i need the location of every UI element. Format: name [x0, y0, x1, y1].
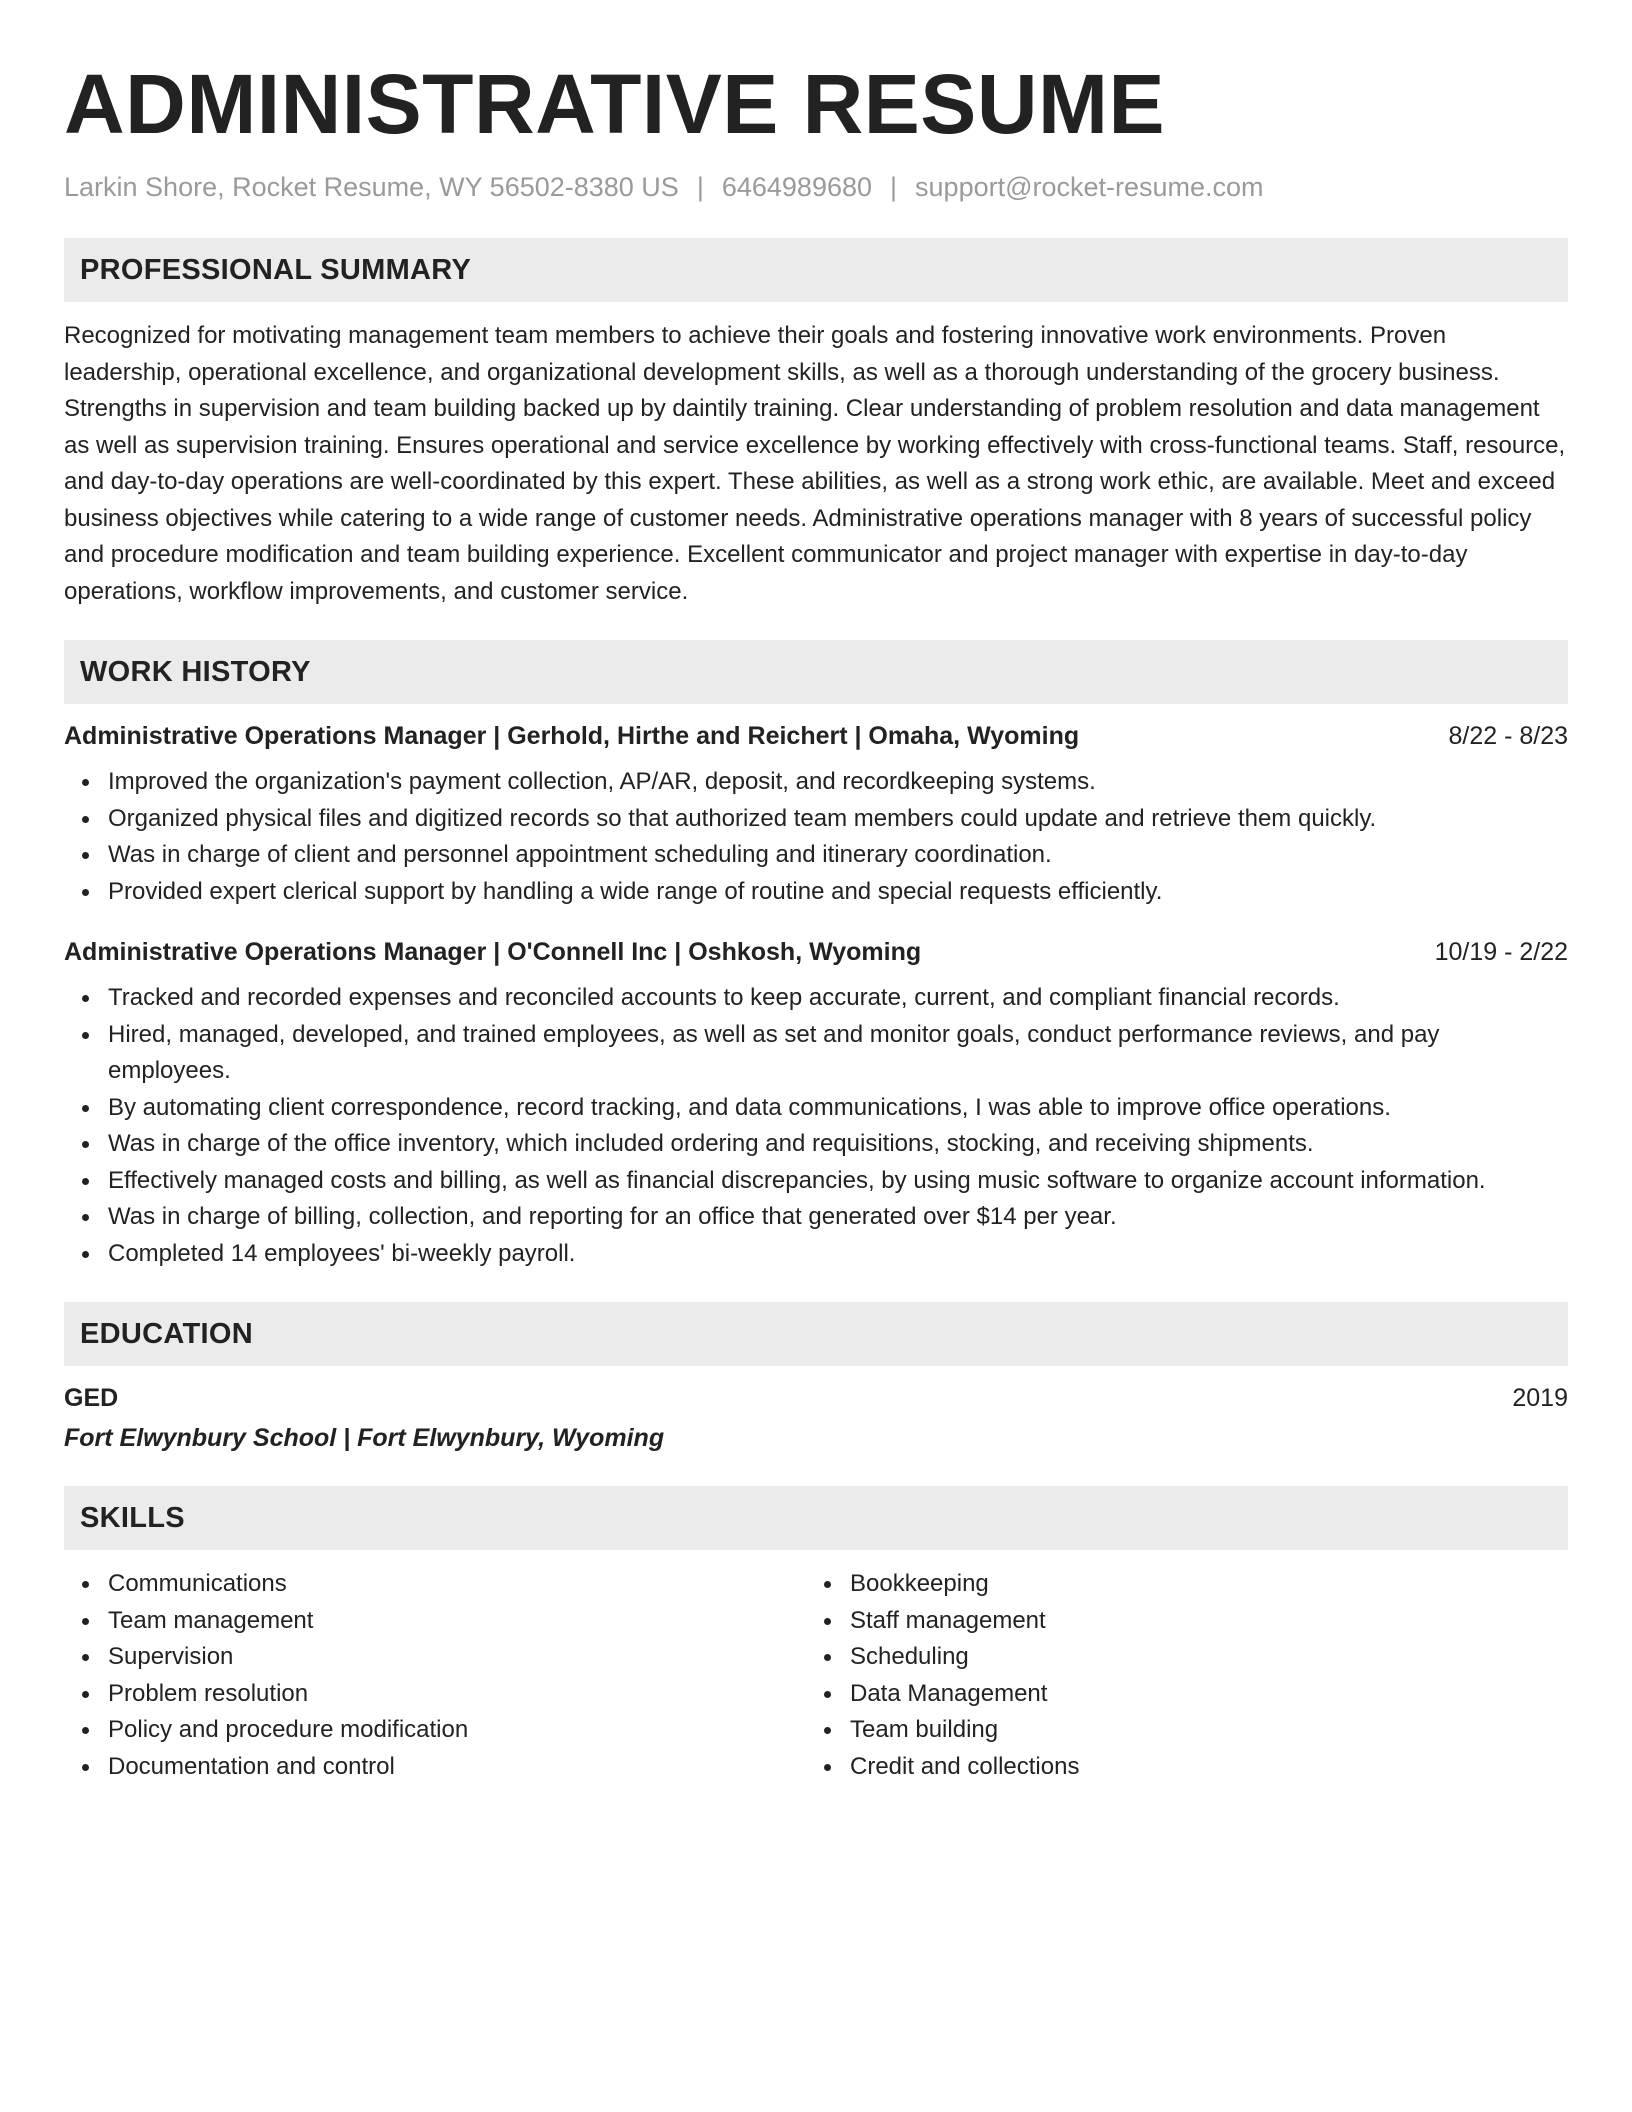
contact-phone: 6464989680 [721, 172, 873, 202]
skill-item: Problem resolution [108, 1676, 806, 1713]
job-bullet: Improved the organization's payment collection, AP/AR, deposit, and recordkeeping systems. [108, 764, 1568, 801]
job-dates: 10/19 - 2/22 [1434, 938, 1568, 966]
section-header-summary: PROFESSIONAL SUMMARY [64, 238, 1568, 302]
contact-line [64, 170, 1568, 204]
job-bullet: Provided expert clerical support by handling a wide range of routine and special requests efficiently. [108, 874, 1568, 911]
job-bullets [64, 980, 1568, 1272]
job-bullet: Tracked and recorded expenses and reconciled accounts to keep accurate, current, and compliant financial records. [108, 980, 1568, 1017]
education-entry [64, 1380, 1568, 1456]
skill-item: Policy and procedure modification [108, 1712, 806, 1749]
skills-grid [64, 1566, 1568, 1785]
skills-column-left [64, 1566, 806, 1785]
job-title: Administrative Operations Manager | O'Connell Inc | Oshkosh, Wyoming [64, 938, 922, 966]
contact-separator: | [696, 172, 704, 202]
skill-item: Supervision [108, 1639, 806, 1676]
contact-separator: | [890, 172, 898, 202]
section-header-education: EDUCATION [64, 1302, 1568, 1366]
section-header-work-history: WORK HISTORY [64, 640, 1568, 704]
skill-item: Staff management [850, 1603, 1548, 1640]
education-year: 2019 [1512, 1384, 1568, 1412]
skill-item: Documentation and control [108, 1749, 806, 1786]
job-dates: 8/22 - 8/23 [1448, 722, 1568, 750]
job-bullet: Hired, managed, developed, and trained employees, as well as set and monitor goals, conduct performance reviews, and pay employees. [108, 1017, 1568, 1090]
skill-item: Credit and collections [850, 1749, 1548, 1786]
job-entry [64, 934, 1568, 1272]
job-bullet: Organized physical files and digitized records so that authorized team members could update and retrieve them quickly. [108, 801, 1568, 838]
education-school: Fort Elwynbury School | Fort Elwynbury, Wyoming [64, 1424, 665, 1452]
skill-item: Scheduling [850, 1639, 1548, 1676]
job-title: Administrative Operations Manager | Gerhold, Hirthe and Reichert | Omaha, Wyoming [64, 722, 1080, 750]
skill-item: Bookkeeping [850, 1566, 1548, 1603]
skills-list [64, 1566, 806, 1785]
contact-address: Larkin Shore, Rocket Resume, WY 56502-8380 US [64, 172, 679, 202]
skills-column-right [806, 1566, 1548, 1785]
education-header [64, 1380, 1568, 1416]
job-bullet: Was in charge of billing, collection, and reporting for an office that generated over $14 per year. [108, 1199, 1568, 1236]
resume-title: ADMINISTRATIVE RESUME [64, 57, 1165, 151]
job-bullets [64, 764, 1568, 910]
job-bullet: Was in charge of client and personnel appointment scheduling and itinerary coordination. [108, 837, 1568, 874]
job-bullet: Was in charge of the office inventory, which included ordering and requisitions, stocking, and receiving shipments. [108, 1126, 1568, 1163]
skill-item: Team management [108, 1603, 806, 1640]
skill-item: Team building [850, 1712, 1548, 1749]
skill-item: Data Management [850, 1676, 1548, 1713]
education-degree: GED [64, 1384, 119, 1412]
contact-email: support@rocket-resume.com [915, 172, 1264, 202]
job-bullet: By automating client correspondence, record tracking, and data communications, I was able to improve office operations. [108, 1090, 1568, 1127]
job-header [64, 718, 1568, 754]
skills-list [806, 1566, 1548, 1785]
summary-text: Recognized for motivating management team members to achieve their goals and fostering innovative work environments. Proven leadership, operational excellence, and organizational development skills, as well as a thorough understanding of the grocery business. Strengths in supervision and team building backed up by daintily training. Clear understanding of problem resolution and data management as well as supervision training. Ensures operational and service excellence by working effectively with cross-functional teams. Staff, resource, and day-to-day operations are well-coordinated by this expert. These abilities, as well as a strong work ethic, are available. Meet and exceed business objectives while catering to a wide range of customer needs. Administrative operations manager with 8 years of successful policy and procedure modification and team building experience. Excellent communicator and project manager with expertise in day-to-day operations, workflow improvements, and customer service. [64, 322, 1566, 605]
section-header-skills: SKILLS [64, 1486, 1568, 1550]
job-entry [64, 718, 1568, 910]
skill-item: Communications [108, 1566, 806, 1603]
job-bullet: Effectively managed costs and billing, as well as financial discrepancies, by using music software to organize account information. [108, 1163, 1568, 1200]
job-header [64, 934, 1568, 970]
resume-page [64, 0, 1568, 1785]
job-bullet: Completed 14 employees' bi-weekly payroll. [108, 1236, 1568, 1273]
